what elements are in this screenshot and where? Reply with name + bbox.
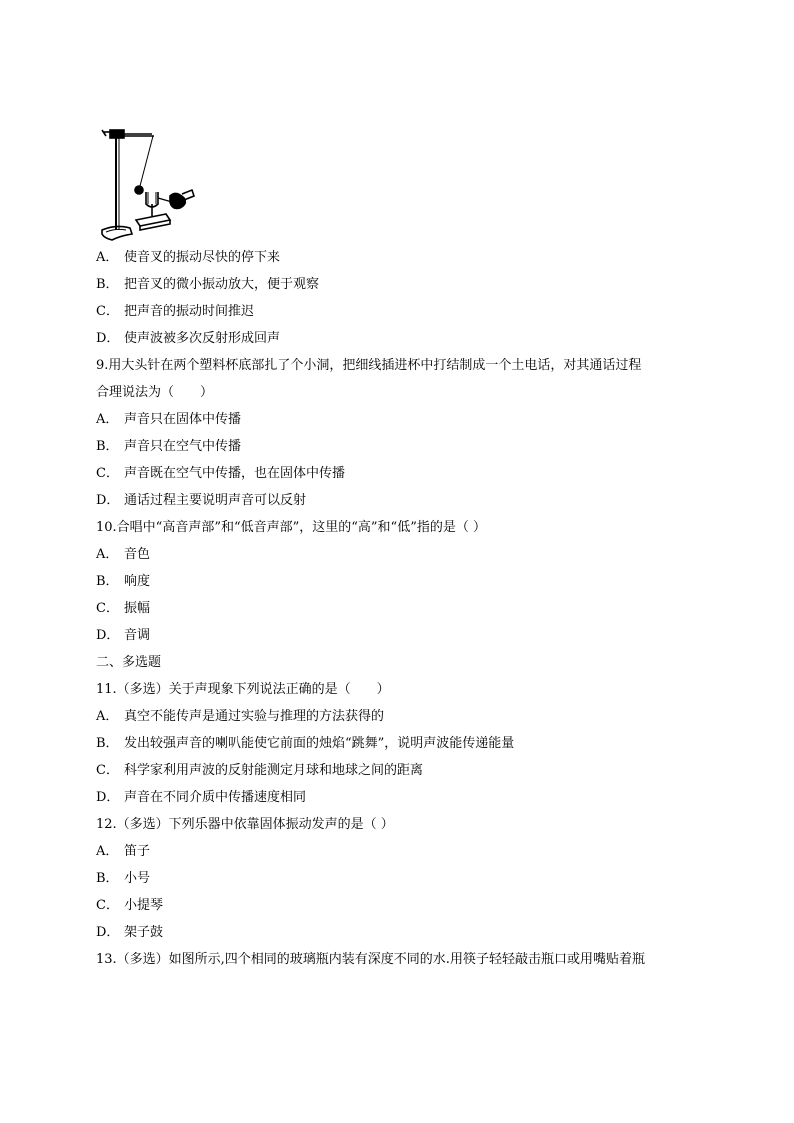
q12-option-c <box>96 892 706 919</box>
q10-option-d <box>96 622 706 649</box>
option-letter: D． <box>96 790 120 805</box>
q9-stem-line2: 合理说法为（ ） <box>96 385 214 400</box>
option-letter: A． <box>96 844 119 859</box>
q10-stem: 10.合唱中“高音声部”和“低音声部”，这里的“高”和“低”指的是（ ） <box>96 520 486 535</box>
q12-option-a <box>96 838 706 865</box>
q10-option-a <box>96 541 706 568</box>
option-letter: D． <box>96 628 120 643</box>
q11-option-c <box>96 757 706 784</box>
q11-option-b <box>96 730 706 757</box>
q8-option-a <box>96 244 706 271</box>
option-text: 把音叉的微小振动放大，便于观察 <box>124 277 320 292</box>
q9-stem-line1: 9.用大头针在两个塑料杯底部扎了个小洞，把细线插进杯中打结制成一个土电话，对其通话过程 <box>96 358 642 373</box>
option-letter: C． <box>96 898 119 913</box>
option-text: 声音只在空气中传播 <box>124 439 242 454</box>
option-letter: D． <box>96 493 120 508</box>
option-letter: A． <box>96 709 119 724</box>
option-letter: C． <box>96 304 119 319</box>
q11-option-d <box>96 784 706 811</box>
q9-option-a <box>96 406 706 433</box>
option-text: 发出较强声音的喇叭能使它前面的烛焰“跳舞”，说明声波能传递能量 <box>124 736 515 751</box>
option-letter: B． <box>96 277 119 292</box>
option-letter: B． <box>96 574 119 589</box>
option-letter: A． <box>96 412 119 427</box>
option-text: 科学家利用声波的反射能测定月球和地球之间的距离 <box>124 763 424 778</box>
q10-option-b <box>96 568 706 595</box>
option-letter: A． <box>96 547 119 562</box>
option-letter: D． <box>96 925 120 940</box>
section-title: 二、多选题 <box>96 655 162 670</box>
option-text: 小号 <box>124 871 151 886</box>
q13-stem: 13.（多选）如图所示,四个相同的玻璃瓶内装有深度不同的水.用筷子轻轻敲击瓶口或用嘴贴着瓶 <box>96 952 645 967</box>
question-11 <box>96 676 706 811</box>
question-content <box>96 244 706 973</box>
q9-option-b <box>96 433 706 460</box>
q8-option-b <box>96 271 706 298</box>
q12-stem: 12.（多选）下列乐器中依靠固体振动发声的是（ ） <box>96 817 394 832</box>
q9-option-d <box>96 487 706 514</box>
q11-option-a <box>96 703 706 730</box>
option-letter: D． <box>96 331 120 346</box>
option-text: 使音叉的振动尽快的停下来 <box>124 250 281 265</box>
option-text: 通话过程主要说明声音可以反射 <box>124 493 307 508</box>
option-text: 音调 <box>124 628 151 643</box>
q8-option-c <box>96 298 706 325</box>
option-text: 真空不能传声是通过实验与推理的方法获得的 <box>124 709 385 724</box>
option-text: 响度 <box>124 574 151 589</box>
option-letter: C． <box>96 466 119 481</box>
option-text: 声音在不同介质中传播速度相同 <box>124 790 307 805</box>
option-letter: B． <box>96 439 119 454</box>
question-9 <box>96 352 706 514</box>
q8-options <box>96 244 706 352</box>
q11-stem: 11.（多选）关于声现象下列说法正确的是（ ） <box>96 682 390 697</box>
option-text: 振幅 <box>124 601 151 616</box>
option-text: 笛子 <box>124 844 151 859</box>
option-text: 声音既在空气中传播，也在固体中传播 <box>124 466 346 481</box>
question-10 <box>96 514 706 649</box>
option-letter: B． <box>96 871 119 886</box>
option-letter: B． <box>96 736 119 751</box>
q9-option-c <box>96 460 706 487</box>
option-letter: C． <box>96 601 119 616</box>
q8-option-d <box>96 325 706 352</box>
option-text: 小提琴 <box>124 898 164 913</box>
option-letter: A． <box>96 250 119 265</box>
option-text: 架子鼓 <box>124 925 164 940</box>
q12-option-b <box>96 865 706 892</box>
option-text: 把声音的振动时间推迟 <box>124 304 255 319</box>
option-text: 音色 <box>124 547 151 562</box>
option-letter: C． <box>96 763 119 778</box>
q12-option-d <box>96 919 706 946</box>
question-13 <box>96 946 706 973</box>
option-text: 声音只在固体中传播 <box>124 412 242 427</box>
question-12 <box>96 811 706 946</box>
q10-option-c <box>96 595 706 622</box>
option-text: 使声波被多次反射形成回声 <box>124 331 281 346</box>
tuning-fork-pendulum-figure <box>96 124 202 246</box>
